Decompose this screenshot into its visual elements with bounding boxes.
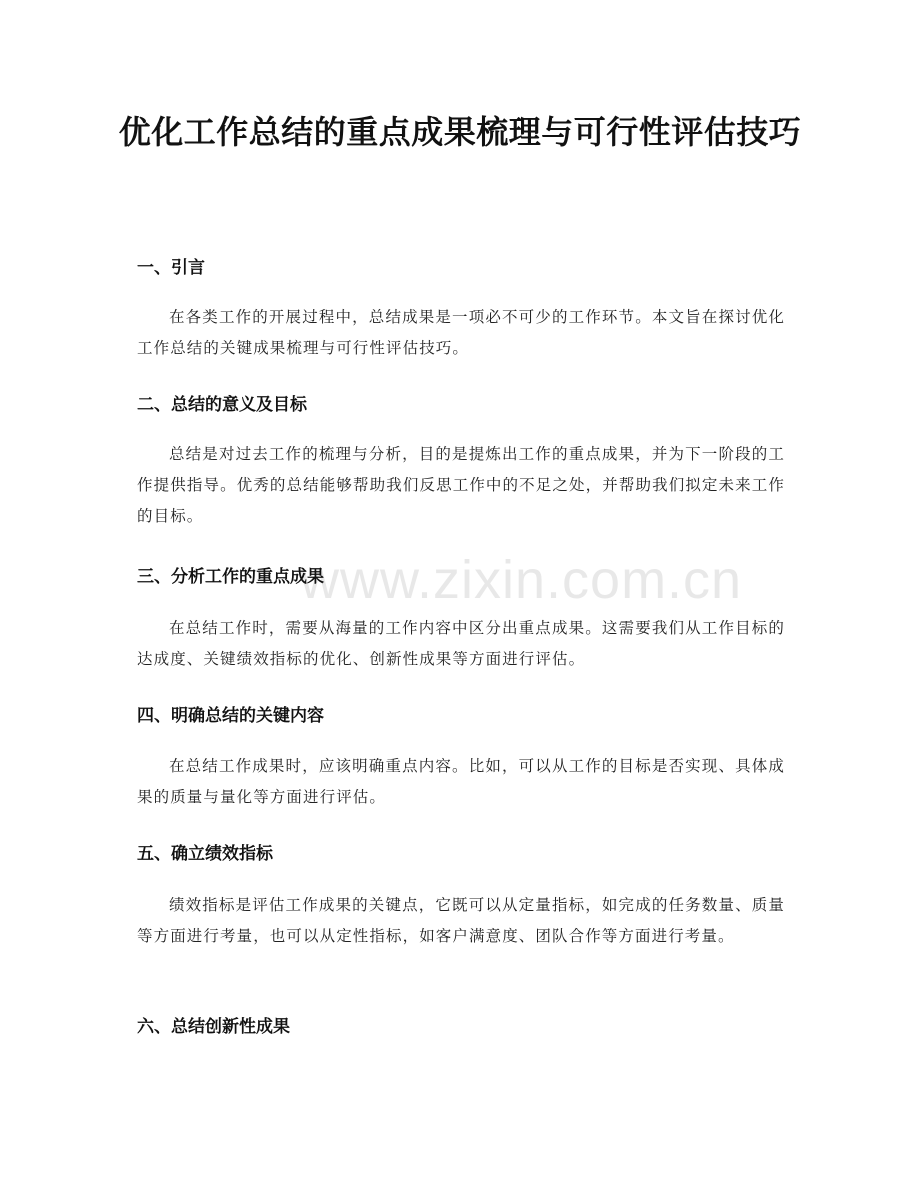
section-heading-key-content: 四、明确总结的关键内容 xyxy=(137,706,324,726)
section-heading-kpi: 五、确立绩效指标 xyxy=(137,844,273,864)
section-paragraph-kpi: 绩效指标是评估工作成果的关键点，它既可以从定量指标，如完成的任务数量、质量等方面进行考量，也可以从定性指标，如客户满意度、团队合作等方面进行考量。 xyxy=(137,896,785,945)
watermark: www.zixin.com.cn xyxy=(300,550,743,610)
section-paragraph-intro: 在各类工作的开展过程中，总结成果是一项必不可少的工作环节。本文旨在探讨优化工作总结的关键成果梳理与可行性评估技巧。 xyxy=(137,308,785,357)
section-heading-innovation: 六、总结创新性成果 xyxy=(137,1017,290,1037)
document-title: 优化工作总结的重点成果梳理与可行性评估技巧 xyxy=(118,113,802,151)
section-paragraph-key-content: 在总结工作成果时，应该明确重点内容。比如，可以从工作的目标是否实现、具体成果的质量与量化等方面进行评估。 xyxy=(137,757,785,806)
section-paragraph-analysis: 在总结工作时，需要从海量的工作内容中区分出重点成果。这需要我们从工作目标的达成度、关键绩效指标的优化、创新性成果等方面进行评估。 xyxy=(137,619,785,668)
section-heading-meaning: 二、总结的意义及目标 xyxy=(137,395,307,415)
section-heading-intro: 一、引言 xyxy=(137,258,205,278)
section-paragraph-meaning: 总结是对过去工作的梳理与分析，目的是提炼出工作的重点成果，并为下一阶段的工作提供指导。优秀的总结能够帮助我们反思工作中的不足之处，并帮助我们拟定未来工作的目标。 xyxy=(137,445,785,525)
section-heading-analysis: 三、分析工作的重点成果 xyxy=(137,567,324,587)
